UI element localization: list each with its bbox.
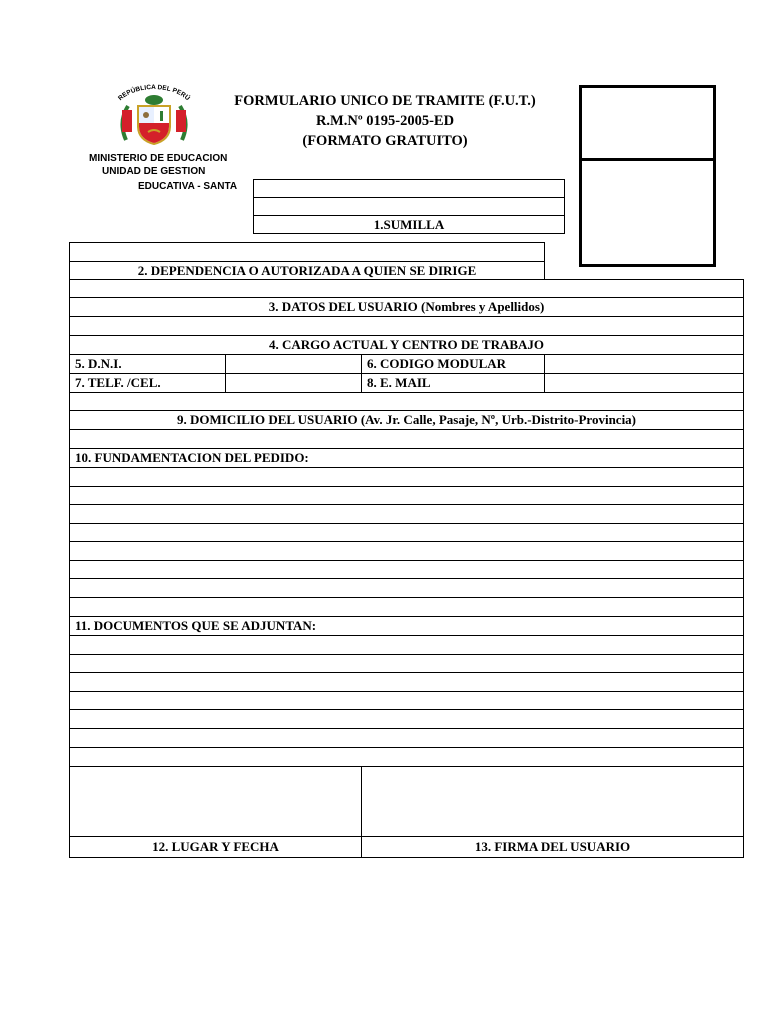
codigo-modular-label: 6. CODIGO MODULAR — [367, 356, 507, 371]
coat-of-arms-emblem — [108, 78, 200, 150]
datos-usuario-input[interactable] — [69, 279, 744, 298]
datos-usuario-label: 3. DATOS DEL USUARIO (Nombres y Apellidos) — [69, 297, 744, 317]
telefono-input[interactable] — [226, 374, 360, 392]
lugar-fecha-box[interactable] — [69, 766, 362, 837]
email-label: 8. E. MAIL — [367, 375, 431, 390]
documentos-line[interactable] — [69, 709, 744, 729]
sumilla-input-line-2[interactable] — [253, 197, 565, 216]
documentos-line[interactable] — [69, 747, 744, 767]
documentos-line[interactable] — [69, 635, 744, 655]
svg-text:REPÚBLICA DEL PERÚ: REPÚBLICA DEL PERÚ — [117, 84, 191, 103]
telefono-label: 7. TELF. /CEL. — [75, 375, 161, 390]
fundamentacion-line[interactable] — [69, 541, 744, 561]
fundamentacion-label: 10. FUNDAMENTACION DEL PEDIDO: — [69, 448, 744, 468]
dni-label: 5. D.N.I. — [75, 356, 122, 371]
fundamentacion-line[interactable] — [69, 486, 744, 505]
fundamentacion-line[interactable] — [69, 467, 744, 487]
fundamentacion-line[interactable] — [69, 523, 744, 542]
management-unit: UNIDAD DE GESTION — [102, 166, 206, 177]
sumilla-label: 1.SUMILLA — [253, 215, 565, 234]
stamp-box-divider — [582, 158, 713, 161]
documentos-line[interactable] — [69, 654, 744, 673]
domicilio-input-2[interactable] — [69, 429, 744, 449]
firma-label: 13. FIRMA DEL USUARIO — [361, 836, 744, 858]
dependencia-input[interactable] — [69, 242, 545, 262]
form-title: FORMULARIO UNICO DE TRAMITE (F.U.T.) — [234, 93, 536, 109]
documentos-line[interactable] — [69, 691, 744, 710]
codigo-modular-input[interactable] — [545, 355, 743, 373]
email-input[interactable] — [545, 374, 743, 392]
sumilla-input-line-1[interactable] — [253, 179, 565, 198]
firma-box[interactable] — [361, 766, 744, 837]
fundamentacion-line[interactable] — [69, 504, 744, 524]
educational-unit: EDUCATIVA - SANTA — [138, 181, 238, 192]
format-note: (FORMATO GRATUITO) — [302, 133, 468, 149]
stamp-box — [579, 85, 716, 267]
fundamentacion-line[interactable] — [69, 560, 744, 579]
documentos-line[interactable] — [69, 672, 744, 692]
dependencia-label: 2. DEPENDENCIA O AUTORIZADA A QUIEN SE DIRIGE — [69, 261, 545, 280]
fundamentacion-line[interactable] — [69, 597, 744, 617]
lugar-fecha-label: 12. LUGAR Y FECHA — [69, 836, 362, 858]
fundamentacion-line[interactable] — [69, 578, 744, 598]
documentos-label: 11. DOCUMENTOS QUE SE ADJUNTAN: — [69, 616, 744, 636]
dni-input[interactable] — [226, 355, 360, 373]
documentos-line[interactable] — [69, 728, 744, 748]
cargo-label: 4. CARGO ACTUAL Y CENTRO DE TRABAJO — [69, 335, 744, 355]
grid-divider-2 — [361, 354, 362, 393]
cargo-input[interactable] — [69, 316, 744, 336]
resolution-number: R.M.Nº 0195-2005-ED — [315, 113, 455, 129]
ministry-name: MINISTERIO DE EDUCACION — [89, 153, 228, 164]
domicilio-input[interactable] — [69, 392, 744, 411]
domicilio-label: 9. DOMICILIO DEL USUARIO (Av. Jr. Calle, Pasaje, Nº, Urb.-Distrito-Provincia) — [69, 410, 744, 430]
